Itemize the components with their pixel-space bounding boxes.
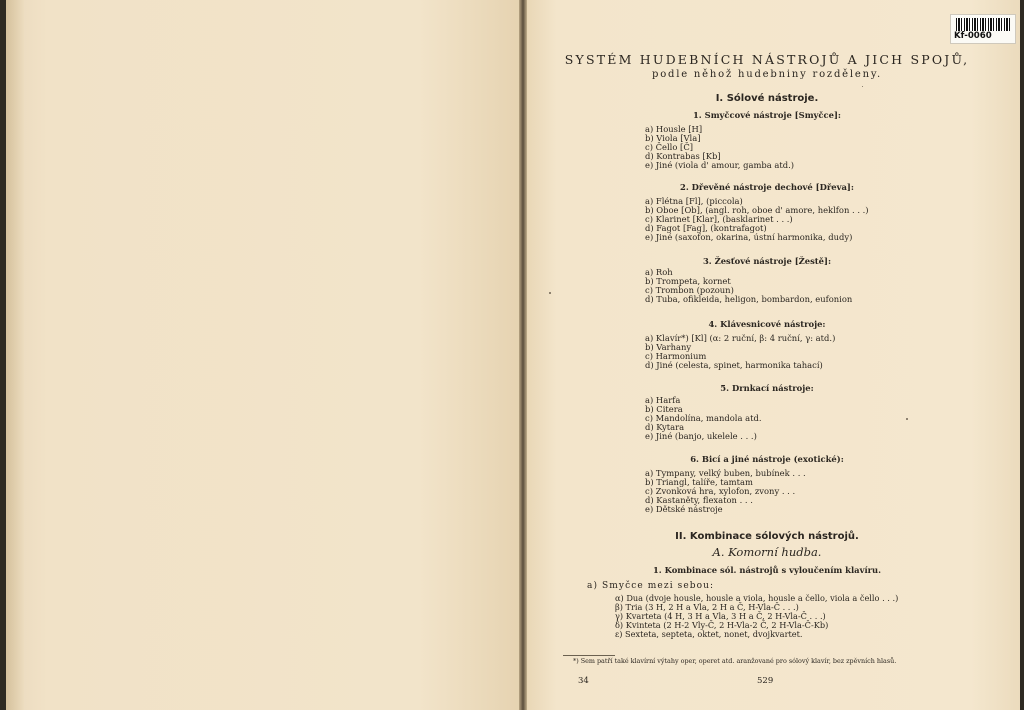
list-item: a) Housle [H]	[645, 124, 703, 134]
list-item: d) Kontrabas [Kb]	[645, 151, 721, 162]
page-subtitle: podle něhož hudebniny rozděleny.	[652, 69, 882, 80]
list-item: a) Tympany, velký buben, bubínek . . .	[645, 468, 806, 478]
list-item: b) Trompeta, kornet	[645, 276, 731, 287]
section-heading: 4. Klávesnicové nástroje:	[708, 319, 826, 329]
page-title: SYSTÉM HUDEBNÍCH NÁSTROJŮ A JICH SPOJŮ,	[564, 52, 970, 67]
list-item: d) Fagot [Fag], (kontrafagot)	[645, 223, 767, 234]
list-item: a) Flétna [Fl], (piccola)	[645, 196, 743, 206]
list-item: c) Mandolína, mandola atd.	[645, 413, 762, 424]
list-item: c) Klarinet [Klar], (basklarinet . . .)	[645, 214, 793, 225]
paper-speck	[549, 292, 551, 294]
page-number-right: 529	[757, 676, 774, 686]
list-item: d) Kytara	[645, 422, 685, 433]
list-item: e) Dětské nástroje	[645, 504, 723, 515]
paper-speck	[906, 418, 908, 420]
subsection-items	[615, 594, 898, 639]
section-heading: 1. Smyčcové nástroje [Smyčce]:	[692, 110, 842, 120]
list-item: δ) Kvinteta (2 H-2 Vly-Č, 2 H-Vla-2 Č, 2 H-Vla-Č-Kb)	[615, 620, 829, 631]
section-items	[645, 396, 762, 441]
list-item: b) Triangl, talíře, tamtam	[645, 477, 753, 488]
section-items	[645, 469, 806, 514]
list-item: c) Zvonková hra, xylofon, zvony . . .	[645, 486, 796, 497]
paper-speck	[862, 86, 863, 87]
section-items	[645, 197, 869, 242]
list-item: d) Tuba, ofikleida, heligon, bombardon, eufonion	[645, 294, 853, 305]
barcode-code: Kf-0060	[954, 31, 992, 41]
list-item: e) Jiné (viola d' amour, gamba atd.)	[645, 160, 795, 171]
list-item: b) Citera	[645, 404, 683, 415]
footnote: *) Sem patří také klavírní výtahy oper, operet atd. aranžované pro sólový klavír, bez zpěvních hlasů.	[573, 657, 897, 665]
section-heading: 2. Dřevěné nástroje dechové [Dřeva]:	[680, 182, 854, 192]
section-heading: 5. Drnkací nástroje:	[720, 383, 814, 393]
part-2-heading: II. Kombinace sólových nástrojů.	[675, 531, 859, 542]
list-item: a) Harfa	[645, 395, 681, 405]
section-items	[645, 334, 835, 370]
list-item: d) Kastaněty, flexaton . . .	[645, 495, 753, 506]
left-page-edge	[6, 0, 24, 710]
subsection-heading: a) Smyčce mezi sebou:	[587, 581, 715, 591]
list-item: ε) Sexteta, septeta, oktet, nonet, dvojkvartet.	[615, 629, 803, 640]
section-heading: 1. Kombinace sól. nástrojů s vyloučením klavíru.	[652, 565, 882, 575]
list-item: a) Klavír*) [Kl] (α: 2 ruční, β: 4 ruční, γ: atd.)	[645, 333, 836, 343]
section-items	[645, 268, 852, 304]
list-item: c) Čello [Č]	[645, 142, 693, 153]
chamber-music-heading: A. Komorní hudba.	[712, 545, 822, 559]
list-item: b) Varhany	[645, 342, 692, 353]
footnote-rule	[563, 655, 615, 656]
list-item: b) Oboe [Ob], (angl. roh, oboe d' amore, heklfon . . .)	[645, 205, 869, 216]
section-heading: 6. Bicí a jiné nástroje (exotické):	[690, 454, 844, 464]
list-item: c) Trombon (pozoun)	[645, 285, 734, 296]
part-1-heading: I. Sólové nástroje.	[715, 93, 819, 104]
book-gutter	[519, 0, 527, 710]
left-page-blank	[6, 0, 521, 710]
list-item: c) Harmonium	[645, 351, 707, 362]
list-item: β) Tria (3 H, 2 H a Vla, 2 H a Č, H-Vla-Č . . .)	[615, 602, 799, 613]
library-barcode-label	[950, 14, 1016, 44]
list-item: a) Roh	[645, 267, 673, 277]
list-item: α) Dua (dvoje housle, housle a viola, housle a čello, viola a čello . . .)	[615, 593, 899, 603]
section-items	[645, 125, 794, 170]
barcode-icon	[956, 18, 1010, 31]
page-number-left: 34	[578, 676, 589, 686]
list-item: d) Jiné (celesta, spinet, harmonika tahací)	[645, 360, 823, 371]
list-item: e) Jiné (saxofon, okarina, ústní harmonika, dudy)	[645, 232, 853, 243]
list-item: b) Viola [Vla]	[645, 133, 701, 144]
section-heading: 3. Žesťové nástroje [Žestě]:	[702, 256, 832, 266]
list-item: e) Jiné (banjo, ukelele . . .)	[645, 431, 757, 442]
list-item: γ) Kvarteta (4 H, 3 H a Vla, 3 H a Č, 2 H-Vla-Č . . .)	[615, 611, 826, 622]
